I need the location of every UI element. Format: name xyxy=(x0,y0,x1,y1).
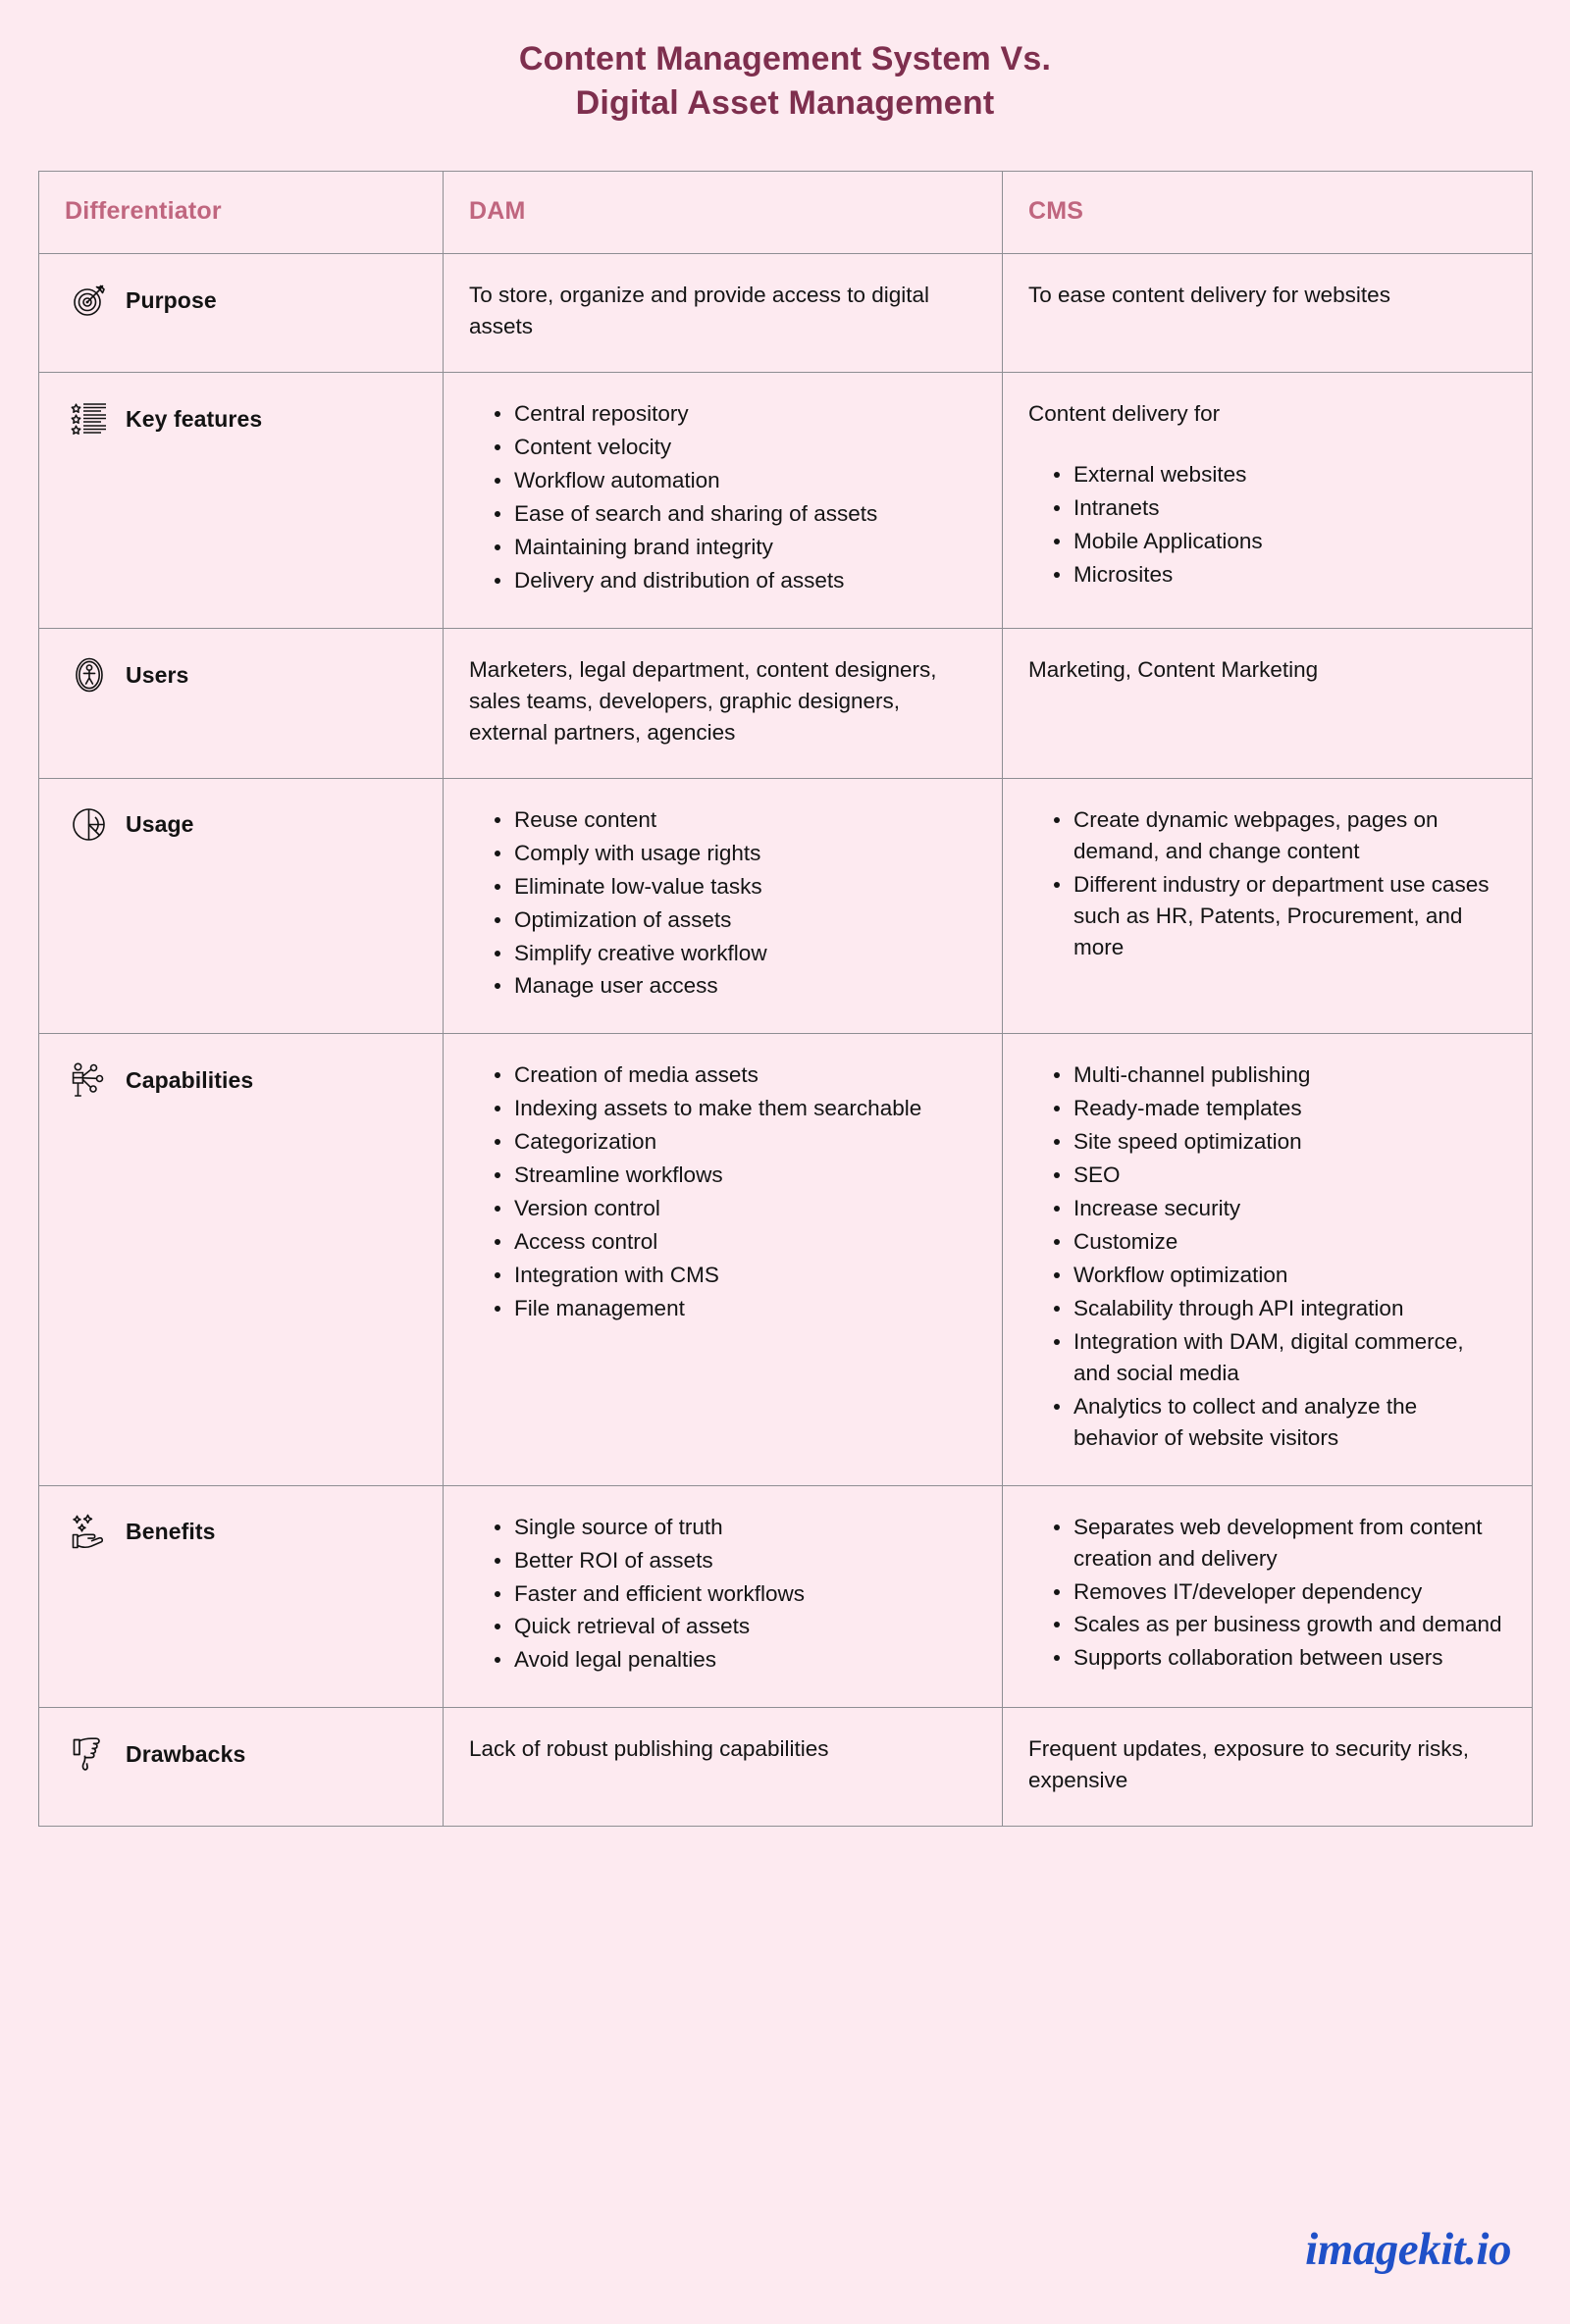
list-item: Separates web development from content creation and delivery xyxy=(1054,1512,1506,1575)
list-item: Workflow optimization xyxy=(1054,1260,1506,1291)
list-item: Ready-made templates xyxy=(1054,1093,1506,1124)
list-item: Faster and efficient workflows xyxy=(495,1578,976,1610)
cell-list-usage-cms xyxy=(1028,804,1506,963)
row-label-cell-capabilities xyxy=(39,1034,444,1485)
list-item: Simplify creative workflow xyxy=(495,938,976,969)
list-item: Manage user access xyxy=(495,970,976,1002)
cell-dam-capabilities xyxy=(444,1034,1003,1485)
cell-text-users-cms: Marketing, Content Marketing xyxy=(1028,656,1319,682)
list-item: Eliminate low-value tasks xyxy=(495,871,976,903)
row-label-cell-purpose xyxy=(39,254,444,373)
row-label-benefits xyxy=(69,1512,427,1553)
list-item: Access control xyxy=(495,1226,976,1258)
list-item: Site speed optimization xyxy=(1054,1126,1506,1158)
list-item: Comply with usage rights xyxy=(495,838,976,869)
cell-list-key-features-dam xyxy=(469,398,976,596)
person-circle-icon xyxy=(69,654,110,696)
list-item: Multi-channel publishing xyxy=(1054,1059,1506,1091)
comparison-table-wrapper xyxy=(38,171,1532,1827)
row-label-text: Key features xyxy=(126,405,263,432)
list-item: Version control xyxy=(495,1193,976,1224)
column-header-cms: CMS xyxy=(1003,172,1533,254)
list-item: Better ROI of assets xyxy=(495,1545,976,1576)
list-item: Intranets xyxy=(1054,492,1506,524)
row-label-drawbacks xyxy=(69,1733,427,1775)
list-item: Ease of search and sharing of assets xyxy=(495,498,976,530)
cell-cms-benefits xyxy=(1003,1485,1533,1708)
row-label-text: Benefits xyxy=(126,1519,216,1545)
row-label-purpose xyxy=(69,280,427,321)
row-label-usage xyxy=(69,804,427,846)
cell-list-usage-dam xyxy=(469,804,976,1003)
list-item: Delivery and distribution of assets xyxy=(495,565,976,596)
list-item: Different industry or department use cases such as HR, Patents, Procurement, and more xyxy=(1054,869,1506,963)
cell-dam-purpose xyxy=(444,254,1003,373)
thumbs-down-icon xyxy=(69,1733,110,1775)
list-item: Analytics to collect and analyze the behavior of website visitors xyxy=(1054,1391,1506,1454)
page-title-line-2: Digital Asset Management xyxy=(575,84,995,123)
table-row xyxy=(39,1708,1533,1827)
row-label-cell-benefits xyxy=(39,1485,444,1708)
list-item: Optimization of assets xyxy=(495,904,976,936)
list-item: Scalability through API integration xyxy=(1054,1293,1506,1324)
row-label-cell-drawbacks xyxy=(39,1708,444,1827)
table-row xyxy=(39,628,1533,778)
row-label-users xyxy=(69,654,427,696)
list-item: Central repository xyxy=(495,398,976,430)
list-item: Integration with CMS xyxy=(495,1260,976,1291)
cell-list-benefits-cms xyxy=(1028,1512,1506,1675)
cell-text-purpose-cms: To ease content delivery for websites xyxy=(1028,283,1390,308)
list-item: Streamline workflows xyxy=(495,1160,976,1191)
cell-cms-purpose xyxy=(1003,254,1533,373)
column-header-differentiator: Differentiator xyxy=(39,172,444,254)
cell-text-drawbacks-dam: Lack of robust publishing capabilities xyxy=(469,1736,829,1762)
cell-list-capabilities-cms xyxy=(1028,1059,1506,1453)
row-label-text: Drawbacks xyxy=(126,1740,246,1767)
comparison-table xyxy=(38,171,1533,1827)
list-item: Categorization xyxy=(495,1126,976,1158)
page-title-line-1: Content Management System Vs. xyxy=(518,40,1052,77)
page-title xyxy=(0,0,1570,126)
table-body xyxy=(39,254,1533,1827)
row-label-text: Users xyxy=(126,661,189,688)
cell-text-purpose-dam: To store, organize and provide access to digital assets xyxy=(469,283,930,339)
list-item: Avoid legal penalties xyxy=(495,1644,976,1676)
table-row xyxy=(39,1034,1533,1485)
cell-cms-users xyxy=(1003,628,1533,778)
imagekit-logo: imagekit.io xyxy=(1305,2224,1511,2275)
footer xyxy=(1305,2224,1511,2275)
person-network-icon xyxy=(69,1059,110,1101)
cell-dam-users xyxy=(444,628,1003,778)
table-row xyxy=(39,778,1533,1034)
cell-dam-usage xyxy=(444,778,1003,1034)
cell-text-key-features-cms: Content delivery for xyxy=(1028,401,1221,427)
list-item: File management xyxy=(495,1293,976,1324)
list-item: External websites xyxy=(1054,459,1506,491)
list-item: Removes IT/developer dependency xyxy=(1054,1576,1506,1608)
row-label-key-features xyxy=(69,398,427,439)
list-item: Mobile Applications xyxy=(1054,526,1506,557)
table-head xyxy=(39,172,1533,254)
list-item: Content velocity xyxy=(495,432,976,463)
cell-cms-drawbacks xyxy=(1003,1708,1533,1827)
list-item: Quick retrieval of assets xyxy=(495,1611,976,1642)
row-label-text: Capabilities xyxy=(126,1067,254,1094)
list-item: Scales as per business growth and demand xyxy=(1054,1609,1506,1640)
row-label-cell-usage xyxy=(39,778,444,1034)
cell-dam-drawbacks xyxy=(444,1708,1003,1827)
cell-cms-capabilities xyxy=(1003,1034,1533,1485)
row-label-cell-users xyxy=(39,628,444,778)
list-item: Workflow automation xyxy=(495,465,976,496)
cell-list-capabilities-dam xyxy=(469,1059,976,1324)
list-item: Customize xyxy=(1054,1226,1506,1258)
list-item: Maintaining brand integrity xyxy=(495,532,976,563)
cell-list-key-features-cms xyxy=(1028,459,1506,591)
checklist-stars-icon xyxy=(69,398,110,439)
pie-chart-icon xyxy=(69,804,110,846)
list-item: SEO xyxy=(1054,1160,1506,1191)
table-row xyxy=(39,373,1533,629)
list-item: Single source of truth xyxy=(495,1512,976,1543)
list-item: Reuse content xyxy=(495,804,976,836)
list-item: Create dynamic webpages, pages on demand, and change content xyxy=(1054,804,1506,867)
list-item: Indexing assets to make them searchable xyxy=(495,1093,976,1124)
list-item: Integration with DAM, digital commerce, and social media xyxy=(1054,1326,1506,1389)
table-row xyxy=(39,254,1533,373)
cell-cms-key-features xyxy=(1003,373,1533,629)
table-header-row xyxy=(39,172,1533,254)
cell-text-drawbacks-cms: Frequent updates, exposure to security risks, expensive xyxy=(1028,1736,1469,1793)
row-label-text: Usage xyxy=(126,811,194,838)
table-row xyxy=(39,1485,1533,1708)
cell-dam-benefits xyxy=(444,1485,1003,1708)
cell-list-benefits-dam xyxy=(469,1512,976,1677)
cell-cms-usage xyxy=(1003,778,1533,1034)
list-item: Microsites xyxy=(1054,559,1506,591)
list-item: Supports collaboration between users xyxy=(1054,1642,1506,1674)
cell-text-users-dam: Marketers, legal department, content designers, sales teams, developers, graphic designers, external partners, agencies xyxy=(469,656,937,745)
row-label-capabilities xyxy=(69,1059,427,1101)
list-item: Increase security xyxy=(1054,1193,1506,1224)
hand-sparkle-icon xyxy=(69,1512,110,1553)
target-icon xyxy=(69,280,110,321)
column-header-dam: DAM xyxy=(444,172,1003,254)
list-item: Creation of media assets xyxy=(495,1059,976,1091)
row-label-cell-key-features xyxy=(39,373,444,629)
row-label-text: Purpose xyxy=(126,287,217,314)
cell-dam-key-features xyxy=(444,373,1003,629)
